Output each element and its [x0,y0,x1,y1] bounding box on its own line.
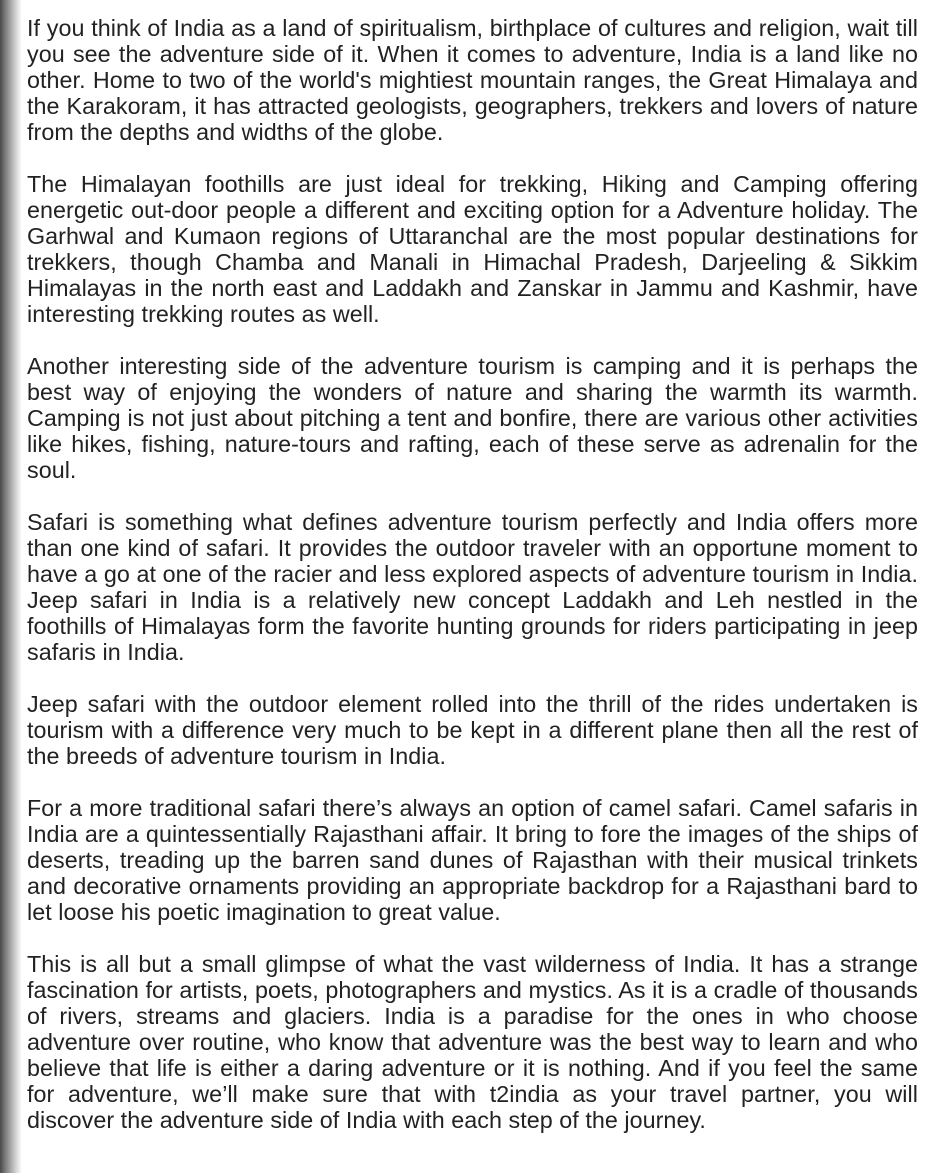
page-edge-shadow [0,0,22,1173]
paragraph-trekking: The Himalayan foothills are just ideal for trekking, Hiking and Camping offering energetic out-door people a different and exciting option for a Adventure holiday. The Garhwal and Kumaon regions of Uttaranchal are the most popular destinations for trekkers, though Chamba and Manali in Himachal Pradesh, Darjeeling & Sikkim Himalayas in the north east and Laddakh and Zanskar in Jammu and Kashmir, have interesting trekking routes as well. [27,171,918,327]
paragraph-intro: If you think of India as a land of spiritualism, birthplace of cultures and religion, wait till you see the adventure side of it. When it comes to adventure, India is a land like no other. Home to two of the world's mightiest mountain ranges, the Great Himalaya and the Karakoram, it has attracted geologists, geographers, trekkers and lovers of nature from the depths and widths of the globe. [27,15,918,145]
paragraph-camping: Another interesting side of the adventure tourism is camping and it is perhaps the best way of enjoying the wonders of nature and sharing the warmth its warmth. Camping is not just about pitching a tent and bonfire, there are various other activities like hikes, fishing, nature-tours and rafting, each of these serve as adrenalin for the soul. [27,353,918,483]
paragraph-safari: Safari is something what defines adventure tourism perfectly and India offers more than one kind of safari. It provides the outdoor traveler with an opportune moment to have a go at one of the racier and less explored aspects of adventure tourism in India. Jeep safari in India is a relatively new concept Laddakh and Leh nestled in the foothills of Himalayas form the favorite hunting grounds for riders participating in jeep safaris in India. [27,509,918,665]
paragraph-jeep-safari: Jeep safari with the outdoor element rolled into the thrill of the rides undertaken is tourism with a difference very much to be kept in a different plane then all the rest of the breeds of adventure tourism in India. [27,691,918,769]
article-body [27,15,918,1159]
paragraph-camel-safari: For a more traditional safari there’s always an option of camel safari. Camel safaris in India are a quintessentially Rajasthani affair. It bring to fore the images of the ships of deserts, treading up the barren sand dunes of Rajasthan with their musical trinkets and decorative ornaments providing an appropriate backdrop for a Rajasthani bard to let loose his poetic imagination to great value. [27,795,918,925]
paragraph-conclusion: This is all but a small glimpse of what the vast wilderness of India. It has a strange fascination for artists, poets, photographers and mystics. As it is a cradle of thousands of rivers, streams and glaciers. India is a paradise for the ones in who choose adventure over routine, who know that adventure was the best way to learn and who believe that life is either a daring adventure or it is nothing. And if you feel the same for adventure, we’ll make sure that with t2india as your travel partner, you will discover the adventure side of India with each step of the journey. [27,951,918,1133]
